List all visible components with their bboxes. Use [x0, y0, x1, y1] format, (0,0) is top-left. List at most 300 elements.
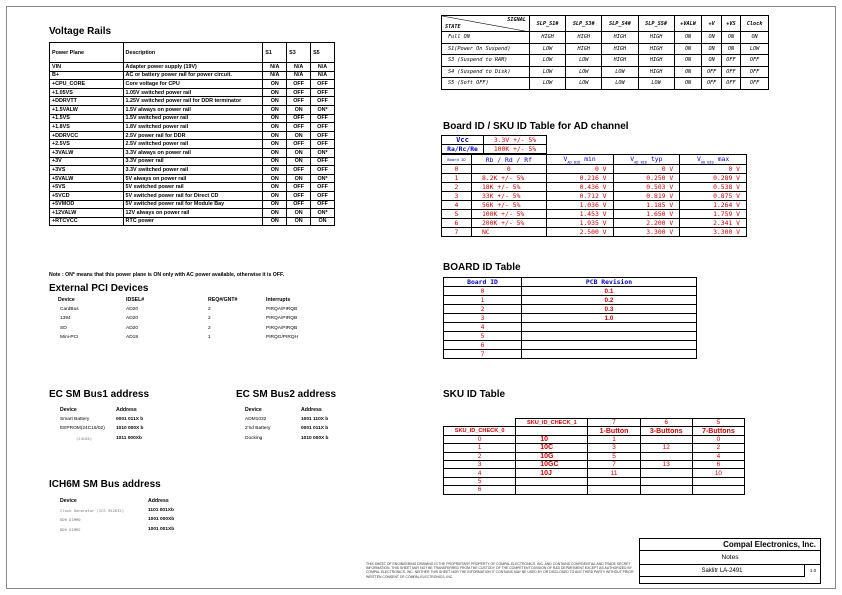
table-cell: 0.538 V [680, 183, 747, 192]
table-cell: 0.712 V [546, 192, 613, 201]
table-cell: LOW [566, 55, 602, 67]
table-cell: 3.3V always on power rail [123, 148, 263, 157]
table-cell: 1 [444, 444, 516, 452]
header-cell: S5 [311, 43, 335, 63]
table-cell: 0.1 [522, 287, 697, 296]
table-cell: OFF [287, 80, 311, 89]
table-cell: NC [471, 228, 546, 237]
header-cell: S1 [263, 43, 287, 63]
table-cell: OFF [287, 114, 311, 123]
table-cell: SD [60, 325, 67, 331]
table-cell: S5 (Soft OFF) [442, 78, 530, 90]
table-cell: +5VMOD [50, 200, 124, 209]
table-cell: 7 [444, 350, 522, 359]
header-cell: Rb / Rd / Rf [471, 155, 546, 165]
table-cell: 11 [588, 469, 640, 477]
table-cell: HIGH [602, 43, 638, 55]
table-cell: AD20 [126, 306, 138, 312]
sku-check0-label: SKU_ID_CHECK_0 [444, 427, 516, 435]
table-cell: OFF [287, 88, 311, 97]
table-cell: 0.3 [522, 305, 697, 314]
board-id-row [444, 296, 697, 305]
pci-device-row [56, 324, 316, 334]
header-cell: S3 [287, 43, 311, 63]
header-cell: Device [60, 497, 77, 504]
v-label: V [563, 155, 568, 163]
table-cell: 0.819 V [613, 192, 680, 201]
table-cell: ON [263, 191, 287, 200]
smbus-row [58, 525, 208, 535]
table-cell: N/A [311, 63, 335, 72]
table-cell: 1001 110X b [301, 416, 329, 422]
title-block [639, 538, 821, 584]
smbus2-title: EC SM Bus2 address [236, 389, 337, 400]
table-cell: ON [287, 157, 311, 166]
table-cell: 2 [442, 183, 472, 192]
table-cell: 5V switched power rail for Direct CD [123, 191, 263, 200]
ich6m-table [58, 496, 208, 534]
v-label: V [630, 155, 635, 163]
table-cell: ON [263, 114, 287, 123]
table-cell: ON [263, 80, 287, 89]
header-cell [546, 155, 613, 165]
sku-header-row [444, 419, 745, 427]
table-cell: 18K +/- 5% [471, 183, 546, 192]
table-cell: +DDRVTT [50, 97, 124, 106]
header-cell: Board ID [442, 155, 472, 165]
table-cell: 5 [442, 210, 472, 219]
project-name: Saklitr LA-2491 [640, 565, 805, 577]
table-cell: OFF [287, 140, 311, 149]
table-cell: 0 [471, 165, 546, 174]
table-cell: 33K +/- 5% [471, 192, 546, 201]
table-cell: 3.300 V [680, 228, 747, 237]
table-cell: 2.341 V [680, 219, 747, 228]
table-cell: 1011 000Xb [116, 435, 142, 441]
board-sku-row [442, 183, 747, 192]
table-cell: PIRQG/PIRQH [266, 335, 298, 341]
header-cell [680, 155, 747, 165]
table-cell: 1 [208, 335, 211, 341]
voltage-rail-row [50, 183, 335, 192]
board-sku-row [442, 165, 747, 174]
table-cell: 7 [442, 228, 472, 237]
table-cell: 1394 [60, 316, 71, 322]
table-cell: ON [287, 217, 311, 226]
table-cell: 1001 001Xb [148, 526, 175, 532]
table-cell: OFF [311, 166, 335, 175]
header-cell: Board ID [444, 278, 522, 287]
table-cell: ON [674, 43, 702, 55]
table-cell: ON [263, 123, 287, 132]
vcc-row [442, 136, 547, 145]
table-cell: HIGH [602, 55, 638, 67]
table-cell: OFF [311, 183, 335, 192]
voltage-rail-row [50, 123, 335, 132]
header-cell: PCB Revision [522, 278, 697, 287]
max-label: max [717, 155, 730, 163]
board-sku-row [442, 228, 747, 237]
table-cell: 5 [444, 332, 522, 341]
header-cell: Device [60, 406, 77, 413]
table-cell: HIGH [566, 43, 602, 55]
typ-label: typ [650, 155, 663, 163]
table-cell: ON* [311, 174, 335, 183]
table-cell: 0.250 V [613, 174, 680, 183]
table-cell: 5V always on power rail [123, 174, 263, 183]
header-cell: REQ#/GNT# [208, 296, 238, 303]
voltage-rail-row [50, 80, 335, 89]
table-cell [640, 477, 692, 485]
table-cell [640, 452, 692, 460]
table-cell: OFF [311, 131, 335, 140]
table-cell: +12VALW [50, 209, 124, 218]
board-id-row [444, 305, 697, 314]
board-sku-row [442, 210, 747, 219]
smbus-row [243, 424, 373, 434]
voltage-rail-row [50, 148, 335, 157]
state-column-header: SLP_S4# [602, 16, 638, 32]
table-cell: OFF [311, 114, 335, 123]
table-cell: +1.5VS [50, 114, 124, 123]
disclaimer-text: THIS SHEET OF ENGINEERING DRAWING IS THE PROPRIETARY PROPERTY OF COMPAL ELECTRONICS, INC. AND CONTAINS CONFIDENTIAL AND TRADE SECRET INFORMATION. THIS SHEET MAY NOT BE TRANSFERRED FROM THE CUSTODY OF THE COMPETENT DIVISION OF R&D DEPARTMENT EXCEPT AS AUTHORIZED BY COMPAL ELECTRONICS, INC. NEITHER THIS SHEET NOR THE INFORMATION IT CONTAINS MAY BE USED BY OR DISCLOSED TO ANY THIRD PARTY WITHOUT PRIOR WRITTEN CONSENT OF COMPAL ELECTRONICS, INC. [366, 562, 634, 579]
table-cell: 4 [444, 323, 522, 332]
power-state-table [441, 15, 769, 90]
table-cell: LOW [530, 66, 566, 78]
voltage-rail-row [50, 191, 335, 200]
ra-row [442, 145, 547, 154]
table-cell: HIGH [638, 43, 674, 55]
table-cell: ON [721, 32, 740, 44]
table-cell: AD20 [126, 325, 138, 331]
table-cell: 1.5V always on power rail [123, 105, 263, 114]
table-cell: 1.185 V [613, 201, 680, 210]
board-id-header [444, 278, 697, 287]
smbus-row [58, 424, 198, 434]
smbus2-header [243, 405, 373, 415]
table-cell: ON [263, 157, 287, 166]
table-cell: ON [263, 183, 287, 192]
table-cell: RTC power [123, 217, 263, 226]
table-cell: ON [263, 131, 287, 140]
sku-id-row [444, 452, 745, 460]
table-cell: 0 [692, 435, 744, 443]
table-cell: ON [263, 105, 287, 114]
table-cell: 0.503 V [613, 183, 680, 192]
state-column-header: SLP_S3# [566, 16, 602, 32]
board-id-row [444, 350, 697, 359]
table-cell: HIGH [638, 55, 674, 67]
table-cell: +2.5VS [50, 140, 124, 149]
table-cell: Smart Battery [60, 416, 90, 422]
table-cell [588, 486, 640, 494]
smbus-row [58, 434, 198, 444]
table-cell: OFF [287, 166, 311, 175]
table-cell: LOW [566, 66, 602, 78]
table-cell: HIGH [638, 32, 674, 44]
state-column-header: +V [702, 16, 721, 32]
table-cell: 100K +/- 5% [471, 210, 546, 219]
voltage-rail-row [50, 200, 335, 209]
table-cell: 0 [444, 287, 522, 296]
table-cell: OFF [311, 200, 335, 209]
header-cell: Device [58, 296, 75, 303]
ich6m-header [58, 496, 208, 506]
ad-bid-sub: AD_BID [567, 160, 581, 165]
empty-cell [444, 419, 516, 427]
smbus2-table [243, 405, 373, 443]
table-cell: N/A [287, 71, 311, 80]
table-cell: 6 [444, 486, 516, 494]
table-cell: N/A [263, 71, 287, 80]
voltage-rail-row [50, 174, 335, 183]
power-state-row [442, 78, 769, 90]
table-cell: ON [263, 209, 287, 218]
table-cell: ON [287, 174, 311, 183]
table-cell: 1.650 V [613, 210, 680, 219]
table-cell: 12 [640, 444, 692, 452]
table-cell: N/A [263, 63, 287, 72]
min-label: min [584, 155, 596, 163]
pci-device-row [56, 314, 316, 324]
table-cell: B+ [50, 71, 124, 80]
table-cell: 2.5V switched power rail [123, 140, 263, 149]
table-cell: +3VALW [50, 148, 124, 157]
table-cell: 1 [444, 296, 522, 305]
board-sku-row [442, 201, 747, 210]
doc-title: Notes [640, 551, 820, 565]
table-cell: +CPU_CORE [50, 80, 124, 89]
smbus-row [58, 515, 208, 525]
table-cell: ON [702, 55, 721, 67]
table-cell: 3.3V switched power rail [123, 166, 263, 175]
voltage-rail-row [50, 63, 335, 72]
table-cell: 1.8V switched power rail [123, 123, 263, 132]
table-cell: 1 [588, 435, 640, 443]
table-cell: OFF [287, 123, 311, 132]
vcc-label: Vcc [442, 136, 484, 145]
header-cell: Address [301, 406, 322, 413]
smbus1-title: EC SM Bus1 address [49, 389, 150, 400]
table-cell: 1.05V switched power rail [123, 88, 263, 97]
table-cell: 5 [444, 477, 516, 485]
table-cell: 5V switched power rail for Module Bay [123, 200, 263, 209]
table-cell: 12V always on power rail [123, 209, 263, 218]
table-cell: ON [263, 200, 287, 209]
table-cell: Full ON [442, 32, 530, 44]
revision: 1.0 [809, 568, 817, 573]
table-cell: 0 [442, 165, 472, 174]
table-cell: ON [263, 148, 287, 157]
table-cell: 2.5V power rail for DDR [123, 131, 263, 140]
signal-label: SIGNAL [507, 17, 526, 23]
table-cell [516, 477, 588, 485]
table-cell: 10 [692, 469, 744, 477]
table-cell [640, 435, 692, 443]
table-cell: (24C04) [76, 435, 93, 441]
header-cell: Device [245, 406, 262, 413]
table-cell: HIGH [530, 32, 566, 44]
voltage-rail-row [50, 105, 335, 114]
table-cell: 3.3V power rail [123, 157, 263, 166]
sku-check1-label: SKU_ID_CHECK_1 [516, 419, 588, 427]
vcc-value: 3.3V +/- 5% [484, 136, 547, 145]
smbus-row [243, 434, 373, 444]
table-cell: 2 [692, 444, 744, 452]
table-cell: ON [263, 174, 287, 183]
table-cell: ON [702, 32, 721, 44]
table-cell: Mini-PCI [60, 335, 79, 341]
table-cell: LOW [530, 55, 566, 67]
table-cell: HIGH [638, 66, 674, 78]
table-cell: S4 (Suspend to Disk) [442, 66, 530, 78]
table-cell: ON* [311, 148, 335, 157]
ra-label: Ra/Rc/Re [442, 145, 484, 154]
table-cell: OFF [721, 78, 740, 90]
table-cell: OFF [311, 80, 335, 89]
smbus1-header [58, 405, 198, 415]
table-cell: 0.436 V [546, 183, 613, 192]
table-cell: ON [674, 32, 702, 44]
table-cell: CardBus [60, 306, 79, 312]
empty-cell [516, 427, 588, 435]
table-cell: 10G [516, 452, 588, 460]
state-column-header: +VS [721, 16, 740, 32]
smbus-row [243, 415, 373, 425]
table-cell: ON [263, 217, 287, 226]
table-cell [522, 332, 697, 341]
sku-id-row [444, 435, 745, 443]
table-cell: OFF [287, 191, 311, 200]
table-cell: S1(Power On Suspend) [442, 43, 530, 55]
table-cell: N/A [287, 63, 311, 72]
sku-id-row [444, 486, 745, 494]
header-cell: Power Plane [50, 43, 124, 63]
table-cell: 10 [516, 435, 588, 443]
table-cell: DDR DIMM2 [60, 526, 81, 532]
board-id-table [443, 277, 697, 359]
table-cell: OFF [287, 200, 311, 209]
table-cell: +DDRVCC [50, 131, 124, 140]
table-cell: +5VS [50, 183, 124, 192]
table-cell: 1.25V switched power rail for DDR terminator [123, 97, 263, 106]
pci-device-row [56, 305, 316, 315]
table-cell: +5VCD [50, 191, 124, 200]
board-sku-row [442, 219, 747, 228]
table-cell: ON [263, 97, 287, 106]
table-cell: ON [263, 88, 287, 97]
table-cell [692, 486, 744, 494]
header-cell: Address [116, 406, 137, 413]
voltage-rail-row [50, 71, 335, 80]
voltage-rail-row [50, 140, 335, 149]
table-cell: PIRQA/PIRQB [266, 316, 298, 322]
state-label: STATE [445, 24, 461, 30]
table-cell: OFF [741, 78, 769, 90]
table-cell: PIRQA/PIRQB [266, 306, 298, 312]
table-cell: 1.453 V [546, 210, 613, 219]
table-cell: ON [263, 140, 287, 149]
voltage-rail-row [50, 209, 335, 218]
table-cell: 1001 000Xb [148, 517, 175, 523]
table-cell: 4 [444, 469, 516, 477]
table-cell: PIRQA/PIRQB [266, 325, 298, 331]
sku-id-table [443, 418, 745, 495]
table-cell: 0 V [613, 165, 680, 174]
voltage-rails-note: Note : ON* means that this power plane is ON only with AC power available, otherwise it is OFF. [49, 272, 285, 278]
table-cell: OFF [311, 97, 335, 106]
sku-id-row [444, 444, 745, 452]
table-cell: ON [741, 32, 769, 44]
table-cell: AD18 [126, 335, 138, 341]
table-cell: LOW [530, 78, 566, 90]
table-cell: 1010 000X b [301, 435, 329, 441]
table-cell [640, 469, 692, 477]
table-cell: ON [263, 166, 287, 175]
table-cell: ON* [311, 209, 335, 218]
sku-header-row [444, 427, 745, 435]
table-cell: 13 [640, 460, 692, 468]
table-cell: ON* [311, 105, 335, 114]
state-column-header: SLP_S1# [530, 16, 566, 32]
table-cell: OFF [741, 55, 769, 67]
state-column-header: Clock [741, 16, 769, 32]
table-cell: 10J [516, 469, 588, 477]
table-cell: 2.200 V [613, 219, 680, 228]
voltage-rail-row [50, 217, 335, 226]
table-cell: ON [287, 105, 311, 114]
table-cell: ON [674, 78, 702, 90]
table-cell: LOW [530, 43, 566, 55]
sku-top-number: 5 [692, 419, 744, 427]
voltage-rail-row [50, 131, 335, 140]
table-cell: 1 [442, 174, 472, 183]
table-cell: 10C [516, 444, 588, 452]
board-id-row [444, 332, 697, 341]
pci-table [56, 295, 316, 343]
ad-bid-sub: AD_BID [700, 160, 714, 165]
table-cell: AD20 [126, 316, 138, 322]
v-label: V [696, 155, 701, 163]
table-cell: 2 [444, 452, 516, 460]
table-cell: 3.300 V [613, 228, 680, 237]
table-cell [522, 323, 697, 332]
table-cell: 3 [442, 192, 472, 201]
header-cell: Description [123, 43, 263, 63]
board-id-row [444, 341, 697, 350]
board-sku-header [442, 155, 747, 165]
ad-bid-sub: AD_BID [634, 160, 648, 165]
voltage-rail-row [50, 88, 335, 97]
table-cell: 1.5V switched power rail [123, 114, 263, 123]
table-cell: OFF [721, 66, 740, 78]
sku-id-title: SKU ID Table [443, 389, 506, 400]
power-state-row [442, 66, 769, 78]
voltage-rails-table [49, 42, 335, 226]
board-id-row [444, 314, 697, 323]
table-cell: 6 [444, 341, 522, 350]
table-cell: Docking [245, 435, 263, 441]
table-cell: 2 [444, 305, 522, 314]
table-cell [516, 486, 588, 494]
table-cell: LOW [602, 66, 638, 78]
table-cell: 0 V [680, 165, 747, 174]
table-cell: 0001 011X b [116, 416, 144, 422]
table-cell [588, 477, 640, 485]
power-state-header [442, 16, 769, 32]
table-cell: 1.264 V [680, 201, 747, 210]
table-cell [522, 350, 697, 359]
